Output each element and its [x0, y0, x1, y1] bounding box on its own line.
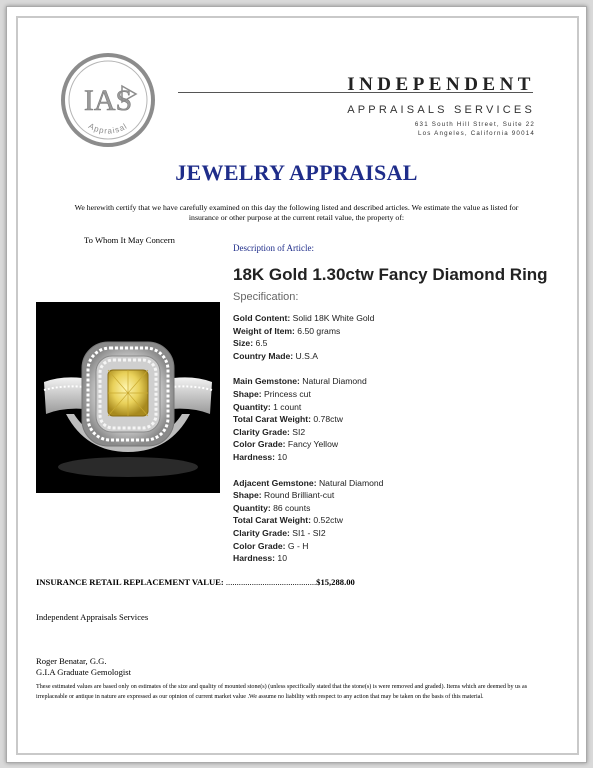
spec-main-quantity: Quantity: 1 count: [233, 401, 302, 412]
certification-intro: [48, 203, 545, 223]
spec-main-gemstone: Main Gemstone: Natural Diamond: [233, 376, 367, 387]
company-footer: Independent Appraisals Services: [36, 612, 149, 622]
specification-label: Specification:: [233, 291, 299, 303]
spec-gold-content: Gold Content: Solid 18K White Gold: [233, 313, 375, 323]
specifications: [233, 312, 383, 565]
description-label: Description of Article:: [233, 243, 314, 253]
signer-name: Roger Benatar, G.G.: [36, 656, 107, 666]
address-line-1: 631 South Hill Street, Suite 22: [414, 121, 535, 128]
spec-adjacent-gemstone: Adjacent Gemstone: Natural Diamond: [233, 477, 384, 488]
item-title: 18K Gold 1.30ctw Fancy Diamond Ring: [233, 265, 548, 284]
spec-adjacent-color: Color Grade: G - H: [233, 540, 309, 551]
spec-adjacent-quantity: Quantity: 86 counts: [233, 502, 311, 513]
spec-main-hardness: Hardness: 10: [233, 451, 287, 462]
spec-main-shape: Shape: Princess cut: [233, 388, 311, 399]
signer-title: G.I.A Graduate Gemologist: [36, 667, 131, 677]
spec-adjacent-hardness: Hardness: 10: [233, 553, 287, 564]
company-subtitle: APPRAISALS SERVICES: [347, 104, 535, 116]
logo-letters: IAS: [83, 84, 133, 117]
document-title: JEWELRY APPRAISAL: [175, 160, 418, 185]
spec-main-clarity: Clarity Grade: SI2: [233, 426, 306, 437]
ring-photo: [36, 302, 220, 493]
intro-line-2: insurance or other purpose at the current retail value, the property of:: [188, 213, 405, 222]
ias-logo: [60, 52, 156, 148]
spec-adjacent-carat: Total Carat Weight: 0.52ctw: [233, 515, 343, 526]
address-line-2: Los Angeles, California 90014: [417, 130, 535, 137]
spec-adjacent-shape: Shape: Round Brilliant-cut: [233, 490, 335, 501]
company-name: INDEPENDENT: [347, 74, 535, 95]
logo-ring-text: Appraisal: [86, 121, 130, 136]
spec-weight: Weight of Item: 6.50 grams: [233, 325, 341, 336]
intro-line-1: We herewith certify that we have carefully examined on this day the following listed and described articles. We estimate the value as listed for: [74, 203, 519, 212]
insurance-dots: ..........................................: [225, 577, 317, 587]
insurance-value-row: [36, 577, 355, 587]
spec-size: Size: 6.5: [233, 338, 268, 349]
recipient: To Whom It May Concern: [84, 235, 175, 245]
spec-country: Country Made: U.S.A: [233, 350, 318, 361]
spec-main-carat: Total Carat Weight: 0.78ctw: [233, 414, 343, 425]
spec-adjacent-clarity: Clarity Grade: SI1 - SI2: [233, 527, 326, 538]
insurance-label: INSURANCE RETAIL REPLACEMENT VALUE:: [36, 577, 224, 587]
spec-main-color: Color Grade: Fancy Yellow: [233, 439, 339, 450]
company-header: [347, 74, 535, 138]
signer-block: [36, 656, 131, 678]
company-address: [347, 120, 535, 138]
disclaimer: These estimated values are based only on estimates of the size and quality of mounted stone(s) (unless specifically stated that the stone(s) is were removed and graded). Items which are deemed by us as irreplaceable or antique in nature are expressed as our opinion of current market value .We assume no liability with respect to any action that may be taken on the basis of this material.: [36, 684, 528, 700]
insurance-value: $15,288.00: [316, 577, 355, 587]
svg-text:Appraisal: [87, 121, 129, 135]
